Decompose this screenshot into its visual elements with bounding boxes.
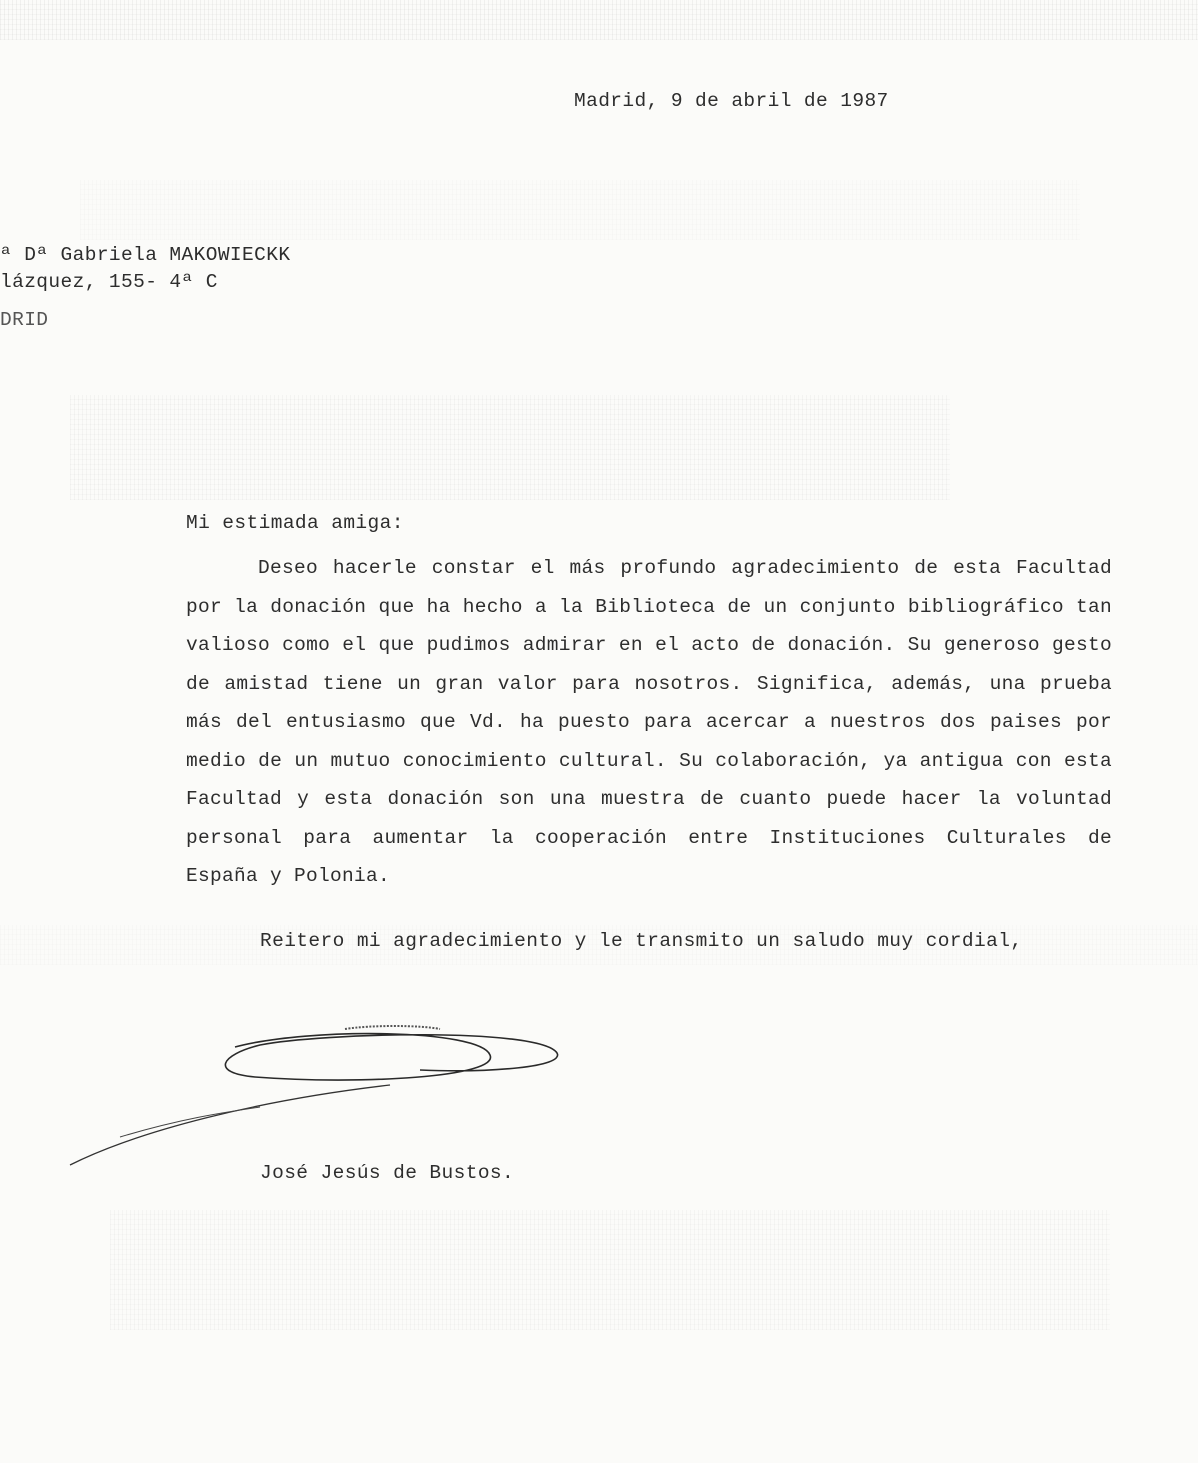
photocopy-noise-middle [70, 395, 950, 500]
closing-line: Reitero mi agradecimiento y le transmito un saludo muy cordial, [260, 930, 1023, 952]
letter-date: Madrid, 9 de abril de 1987 [574, 90, 889, 112]
recipient-street: lázquez, 155- 4ª C [0, 271, 218, 293]
photocopy-noise-bottom [110, 1210, 1110, 1330]
salutation: Mi estimada amiga: [186, 512, 404, 534]
recipient-city: DRID [0, 309, 49, 331]
recipient-name: ª Dª Gabriela MAKOWIECKK [0, 244, 291, 266]
signer-name: José Jesús de Bustos. [260, 1162, 515, 1184]
photocopy-noise-top [0, 0, 1198, 40]
photocopy-noise-upper [80, 180, 1080, 240]
letter-body: Deseo hacerle constar el más profundo agradecimiento de esta Facultad por la donación que ha hecho a la Biblioteca de un conjunto bibliográfico tan valioso como el que pudimos admirar en el acto de donación. Su generoso gesto de amistad tiene un gran valor para nosotros. Significa, además, una prueba más del entusiasmo que Vd. ha puesto para acercar a nuestros dos paises por medio de un mutuo conocimiento cultural. Su colaboración, ya antigua con esta Facultad y esta donación son una muestra de cuanto puede hacer la voluntad personal para aumentar la cooperación entre Instituciones Culturales de España y Polonia. [186, 557, 1112, 887]
handwritten-signature [60, 1015, 580, 1175]
